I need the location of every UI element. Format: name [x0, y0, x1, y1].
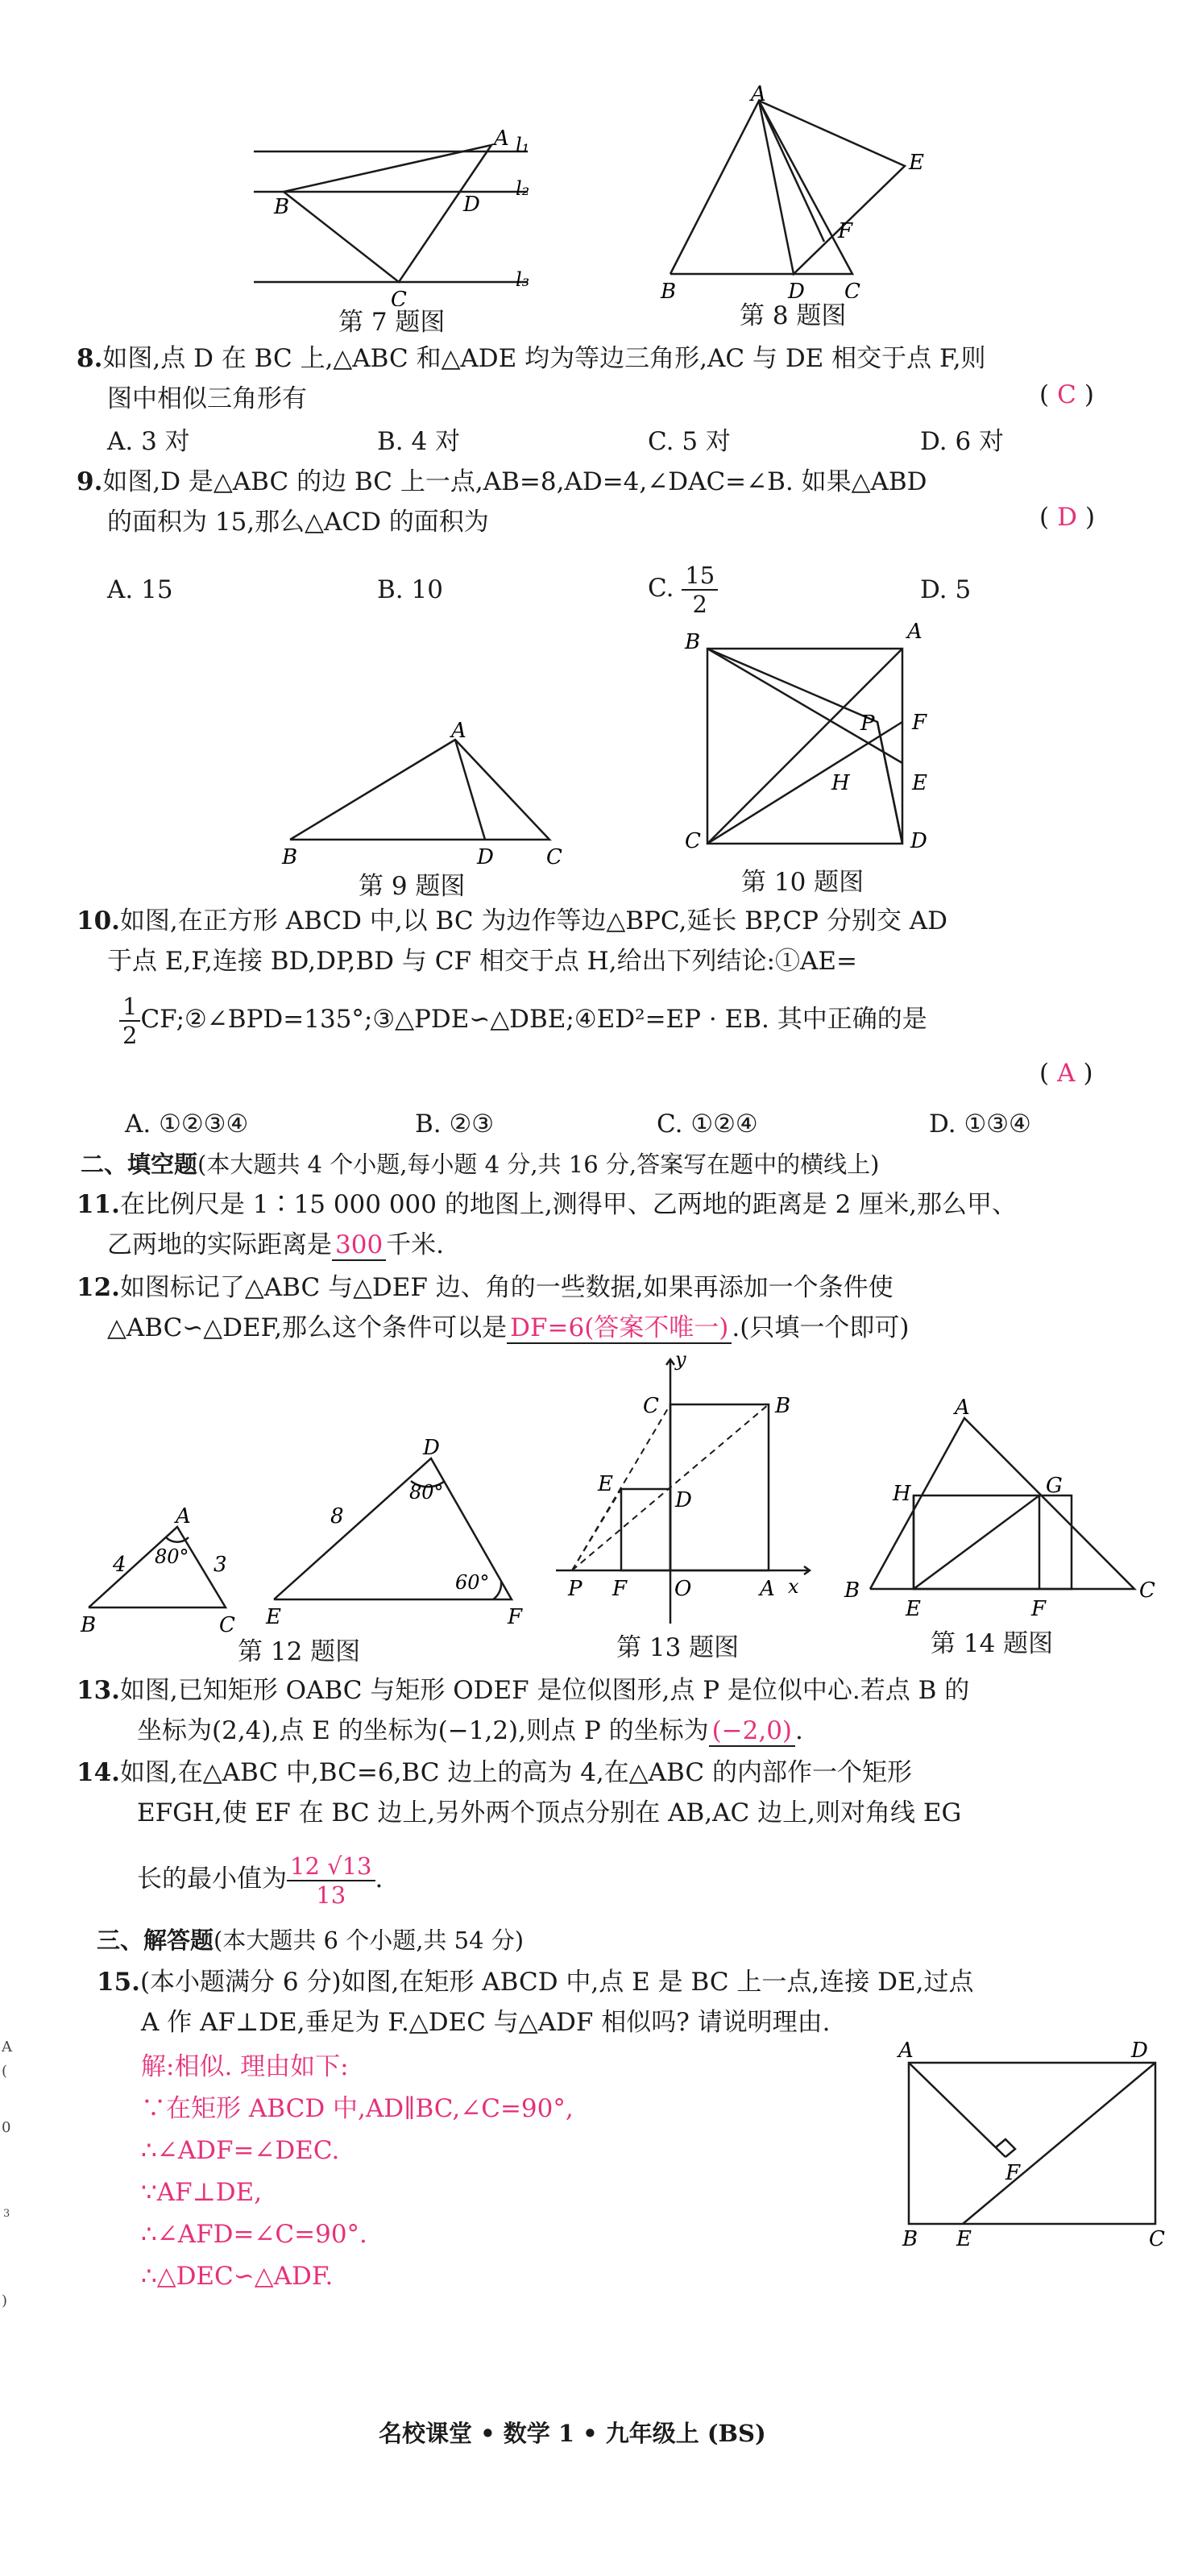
q10-line2: 于点 E,F,连接 BD,DP,BD 与 CF 相交于点 H,给出下列结论:①AE=: [107, 947, 857, 976]
q11-answer: 300: [332, 1230, 386, 1261]
fig12-label-B: B: [81, 1613, 97, 1637]
fig8-label-A: A: [751, 82, 766, 106]
figure-15: [886, 2035, 1184, 2252]
q12-answer: DF=6(答案不唯一): [507, 1313, 732, 1344]
q12-line1: 12.如图标记了△ABC 与△DEF 边、角的一些数据,如果再添加一个条件使: [77, 1273, 893, 1302]
fig7-label-l1: l₁: [516, 134, 530, 156]
fig12-label-A: A: [176, 1504, 191, 1529]
fig10-label-A: A: [907, 620, 922, 644]
fig8-label-E: E: [909, 151, 924, 175]
fig7-label-l3: l₃: [516, 268, 530, 291]
q15-solution-line-4: ∵AF⊥DE,: [141, 2178, 263, 2207]
q15-solution-line-5: ∴∠AFD=∠C=90°.: [141, 2220, 367, 2249]
fig14-label-F: F: [1031, 1597, 1047, 1621]
fig13-caption: 第 13 题图: [616, 1633, 740, 1662]
figure-8: [653, 81, 959, 298]
q12-number: 12.: [77, 1273, 120, 1302]
q14-line2: EFGH,使 EF 在 BC 边上,另外两个顶点分别在 AB,AC 边上,则对角线 EG: [137, 1798, 962, 1827]
fig14-label-A: A: [955, 1396, 970, 1420]
fig12-label-E: E: [266, 1605, 281, 1629]
figure-10: [677, 620, 943, 862]
q8-line1: 8.如图,点 D 在 BC 上,△ABC 和△ADE 均为等边三角形,AC 与 DE 相交于点 F,则: [77, 344, 986, 373]
fig14-label-C: C: [1139, 1578, 1155, 1603]
fig7-label-l2: l₂: [516, 177, 530, 200]
fig10-label-E: E: [912, 771, 927, 795]
q10-option-b: B. ②③: [415, 1110, 495, 1139]
fig10-label-B: B: [685, 630, 701, 654]
fig10-label-F: F: [912, 711, 927, 735]
fig10-label-C: C: [685, 829, 701, 853]
fig12-label-C: C: [219, 1613, 235, 1637]
figure-14: [838, 1386, 1168, 1628]
fig12-caption: 第 12 题图: [238, 1637, 361, 1666]
q10-option-d: D. ①③④: [929, 1110, 1031, 1139]
fig12-side-4: 4: [113, 1553, 126, 1577]
q15-number: 15.: [97, 1968, 140, 1997]
figure-13: [548, 1342, 822, 1632]
q8-option-c: C. 5 对: [648, 427, 731, 456]
page-footer: 名校课堂 • 数学 1 • 九年级上 (BS): [379, 2420, 766, 2447]
fig12-angle-d: 80°: [409, 1481, 444, 1504]
q9-line1: 9.如图,D 是△ABC 的边 BC 上一点,AB=8,AD=4,∠DAC=∠B. 如果△ABD: [77, 467, 927, 496]
figure-12: [73, 1434, 540, 1652]
q8-number: 8.: [77, 344, 103, 373]
q14-answer: $\frac{12 √13}{13}$: [287, 1852, 375, 1909]
fig13-label-P: P: [568, 1577, 582, 1601]
fig7-label-D: D: [463, 193, 480, 217]
fig9-caption: 第 9 题图: [359, 872, 466, 901]
q14-number: 14.: [77, 1758, 120, 1787]
fig8-label-F: F: [838, 219, 853, 243]
q11-line1: 11.在比例尺是 1∶15 000 000 的地图上,测得甲、乙两地的距离是 2 厘米,那么甲、: [77, 1190, 1017, 1219]
q11-number: 11.: [77, 1190, 120, 1219]
q13-line2: 坐标为(2,4),点 E 的坐标为(−1,2),则点 P 的坐标为 (−2,0) .: [137, 1716, 803, 1745]
fig13-label-D: D: [675, 1488, 692, 1512]
fig15-label-C: C: [1149, 2227, 1165, 2251]
q10-option-a: A. ①②③④: [125, 1110, 249, 1139]
margin-mark-5: ): [2, 2292, 8, 2309]
q8-answer: ( C ): [1039, 380, 1094, 409]
fig12-side-8: 8: [330, 1504, 344, 1529]
fig12-label-F: F: [508, 1605, 523, 1629]
q14-line1: 14.如图,在△ABC 中,BC=6,BC 边上的高为 4,在△ABC 的内部作一个矩形: [77, 1758, 912, 1787]
q9-answer: ( D ): [1039, 503, 1096, 532]
fig7-label-B: B: [274, 195, 290, 219]
margin-mark-1: A: [2, 2039, 12, 2055]
q11-line2: 乙两地的实际距离是 300 千米.: [107, 1230, 445, 1259]
figure-7: [242, 121, 564, 306]
fig8-label-C: C: [844, 280, 860, 298]
q15-solution-line-2: ∵在矩形 ABCD 中,AD∥BC,∠C=90°,: [141, 2094, 574, 2123]
fig15-label-A: A: [898, 2039, 914, 2063]
fig14-label-E: E: [906, 1597, 921, 1621]
fig14-label-G: G: [1046, 1474, 1063, 1498]
fig13-label-C: C: [643, 1394, 659, 1418]
fig14-label-H: H: [893, 1482, 911, 1506]
fig10-label-P: P: [860, 711, 875, 736]
q8-option-a: A. 3 对: [107, 427, 190, 456]
q10-option-c: C. ①②④: [657, 1110, 758, 1139]
q10-answer: ( A ): [1039, 1059, 1093, 1088]
fig13-label-x: x: [788, 1575, 799, 1598]
fig12-label-D: D: [423, 1436, 440, 1460]
q14-line3: 长的最小值为 $\frac{12 √13}{13}$ .: [137, 1852, 383, 1909]
q10-number: 10.: [77, 906, 120, 935]
fig7-label-A: A: [494, 127, 509, 151]
figure-9: [274, 709, 580, 870]
q15-line2: A 作 AF⊥DE,垂足为 F.△DEC 与△ADF 相似吗? 请说明理由.: [141, 2008, 831, 2037]
fig13-label-A: A: [760, 1577, 775, 1601]
q8-option-d: D. 6 对: [920, 427, 1005, 456]
q9-option-a: A. 15: [107, 575, 173, 604]
section-3-heading: 三、解答题(本大题共 6 个小题,共 54 分): [97, 1927, 524, 1954]
fig13-label-O: O: [674, 1577, 692, 1601]
q15-line1: 15.(本小题满分 6 分)如图,在矩形 ABCD 中,点 E 是 BC 上一点,连接 DE,过点: [97, 1968, 974, 1997]
fig13-label-F: F: [612, 1577, 628, 1601]
fig12-angle-a: 80°: [155, 1545, 189, 1568]
q12-line2: △ABC∽△DEF,那么这个条件可以是 DF=6(答案不唯一) .(只填一个即可): [107, 1313, 910, 1342]
margin-mark-3: 0: [2, 2119, 11, 2136]
q10-line3: $\frac{1}{2}$ CF;②∠BPD=135°;③△PDE∽△DBE;④ED²=EP · EB. 其中正确的是: [119, 987, 927, 1052]
fig12-side-3: 3: [214, 1553, 227, 1577]
fig8-caption: 第 8 题图: [740, 301, 847, 330]
q9-option-c: C. $\frac{15}{2}$: [648, 556, 718, 620]
q9-option-d: D. 5: [920, 575, 972, 604]
fig9-label-A: A: [451, 719, 466, 743]
fig9-label-C: C: [546, 845, 562, 869]
q9-line2: 的面积为 15,那么△ACD 的面积为: [107, 508, 489, 537]
q9-option-b: B. 10: [377, 575, 443, 604]
section-2-heading: 二、填空题(本大题共 4 个小题,每小题 4 分,共 16 分,答案写在题中的横线上): [81, 1151, 880, 1178]
fig15-label-E: E: [956, 2227, 972, 2251]
q15-solution-line-6: ∴△DEC∽△ADF.: [141, 2262, 334, 2291]
fig10-label-D: D: [910, 829, 927, 853]
q8-line2: 图中相似三角形有: [107, 384, 307, 413]
fig15-label-F: F: [1005, 2161, 1021, 2185]
q8-option-b: B. 4 对: [377, 427, 461, 456]
q9-option-c-fraction: $\frac{15}{2}$: [682, 562, 718, 618]
fig12-angle-f: 60°: [455, 1571, 490, 1594]
q15-solution-line-1: 解:相似. 理由如下:: [141, 2052, 349, 2081]
fig13-label-B: B: [775, 1394, 791, 1418]
q13-answer: (−2,0): [709, 1716, 795, 1747]
fig7-label-C: C: [391, 288, 407, 306]
fig10-label-H: H: [831, 771, 850, 795]
fig15-label-B: B: [902, 2227, 918, 2251]
fig8-label-B: B: [661, 280, 677, 298]
q15-solution-line-3: ∴∠ADF=∠DEC.: [141, 2136, 340, 2165]
fig13-label-E: E: [598, 1472, 613, 1496]
q10-line1: 10.如图,在正方形 ABCD 中,以 BC 为边作等边△BPC,延长 BP,CP 分别交 AD: [77, 906, 947, 935]
margin-mark-4: 3: [3, 2208, 10, 2220]
fig9-label-D: D: [477, 845, 494, 869]
margin-mark-2: (: [2, 2063, 8, 2080]
fig7-caption: 第 7 题图: [338, 308, 446, 337]
q13-line1: 13.如图,已知矩形 OABC 与矩形 ODEF 是位似图形,点 P 是位似中心.若点 B 的: [77, 1676, 970, 1705]
q10-fraction: $\frac{1}{2}$: [119, 993, 140, 1049]
fig13-label-y: y: [675, 1348, 686, 1371]
q13-number: 13.: [77, 1676, 120, 1705]
fig10-caption: 第 10 题图: [741, 868, 864, 897]
fig8-label-D: D: [788, 280, 805, 298]
fig9-label-B: B: [282, 845, 298, 869]
fig14-label-B: B: [844, 1578, 860, 1603]
fig14-caption: 第 14 题图: [931, 1629, 1054, 1658]
fig15-label-D: D: [1131, 2039, 1148, 2063]
q9-number: 9.: [77, 467, 103, 496]
